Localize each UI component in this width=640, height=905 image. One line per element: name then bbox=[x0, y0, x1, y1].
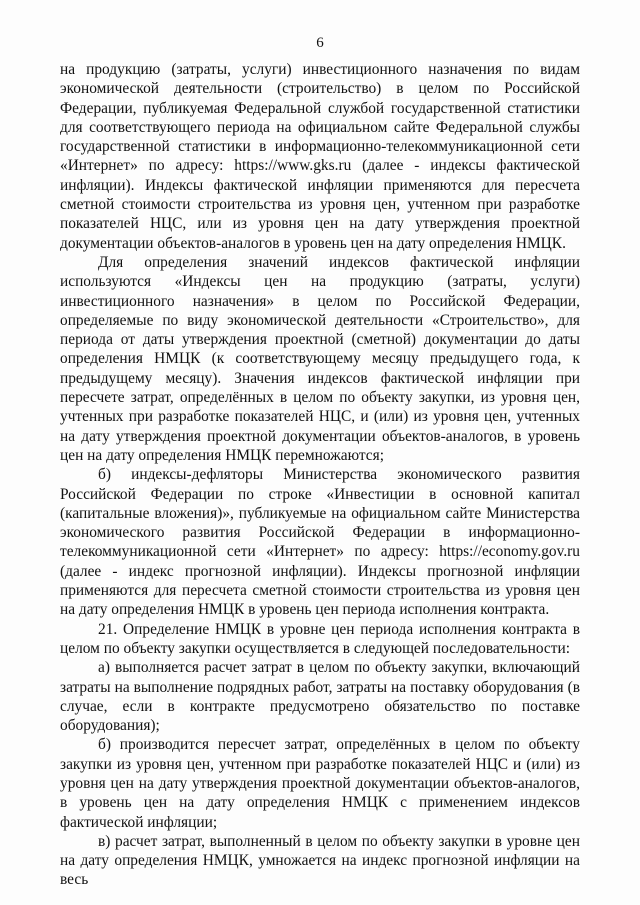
paragraph-item-a: а) выполняется расчет затрат в целом по объекту закупки, включающий затраты на выполнение подрядных работ, затраты на поставку оборудования (в случае, если в контракте предусмотрено обязательство по поставке оборудования); bbox=[60, 659, 580, 735]
paragraph-fact-inflation-indices: Для определения значений индексов фактической инфляции используются «Индексы цен на продукцию (затраты, услуги) инвестиционного назначения» в целом по Российской Федерации, определяемые по виду экономической деятельности «Строительство», для периода от даты утверждения проектной (сметной) документации до даты определения НМЦК (к соответствующему месяцу предыдущего года, к предыдущему месяцу). Значения индексов фактической инфляции при пересчете затрат, определённых в целом по объекту закупки, из уровня цен, учтенных при разработке показателей НЦС, и (или) из уровня цен, учтенных на дату утверждения проектной документации объектов-аналогов, в уровень цен на дату определения НМЦК перемножаются; bbox=[60, 253, 580, 464]
paragraph-continuation: на продукцию (затраты, услуги) инвестиционного назначения по видам экономической деятельности (строительство) в целом по Российской Федерации, публикуемая Федеральной службой государственной статистики для соответствующего периода на официальном сайте Федеральной службы государственной статистики в информационно-телекоммуникационной сети «Интернет» по адресу: https://www.gks.ru (далее - индексы фактической инфляции). Индексы фактической инфляции применяются для пересчета сметной стоимости строительства из уровня цен, учтенном при разработке показателей НЦС, или из уровня цен на дату утверждения проектной документации объектов-аналогов в уровень цен на дату определения НМЦК. bbox=[60, 61, 580, 252]
paragraph-item-b: б) производится пересчет затрат, определённых в целом по объекту закупки из уровня цен, учтенном при разработке показателей НЦС и (или) из уровня цен на дату утверждения проектной документации объектов-аналогов, в уровень цен на дату определения НМЦК с применением индексов фактической инфляции; bbox=[60, 736, 580, 831]
paragraph-section-21: 21. Определение НМЦК в уровне цен периода исполнения контракта в целом по объекту закупки осуществляется в следующей последовательности: bbox=[60, 620, 580, 657]
paragraph-item-v: в) расчет затрат, выполненный в целом по объекту закупки в уровне цен на дату определения НМЦК, умножается на индекс прогнозной инфляции на весь bbox=[60, 832, 580, 889]
paragraph-deflator-indices: б) индексы-дефляторы Министерства экономического развития Российской Федерации по строке «Инвестиции в основной капитал (капитальные вложения)», публикуемые на официальном сайте Министерства экономического развития Российской Федерации в информационно-телекоммуникационной сети «Интернет» по адресу: https://economy.gov.ru (далее - индекс прогнозной инфляции). Индексы прогнозной инфляции применяются для пересчета сметной стоимости строительства из уровня цен на дату определения НМЦК в уровень цен периода исполнения контракта. bbox=[60, 466, 580, 619]
page-number: 6 bbox=[316, 35, 324, 51]
document-body bbox=[60, 60, 580, 890]
